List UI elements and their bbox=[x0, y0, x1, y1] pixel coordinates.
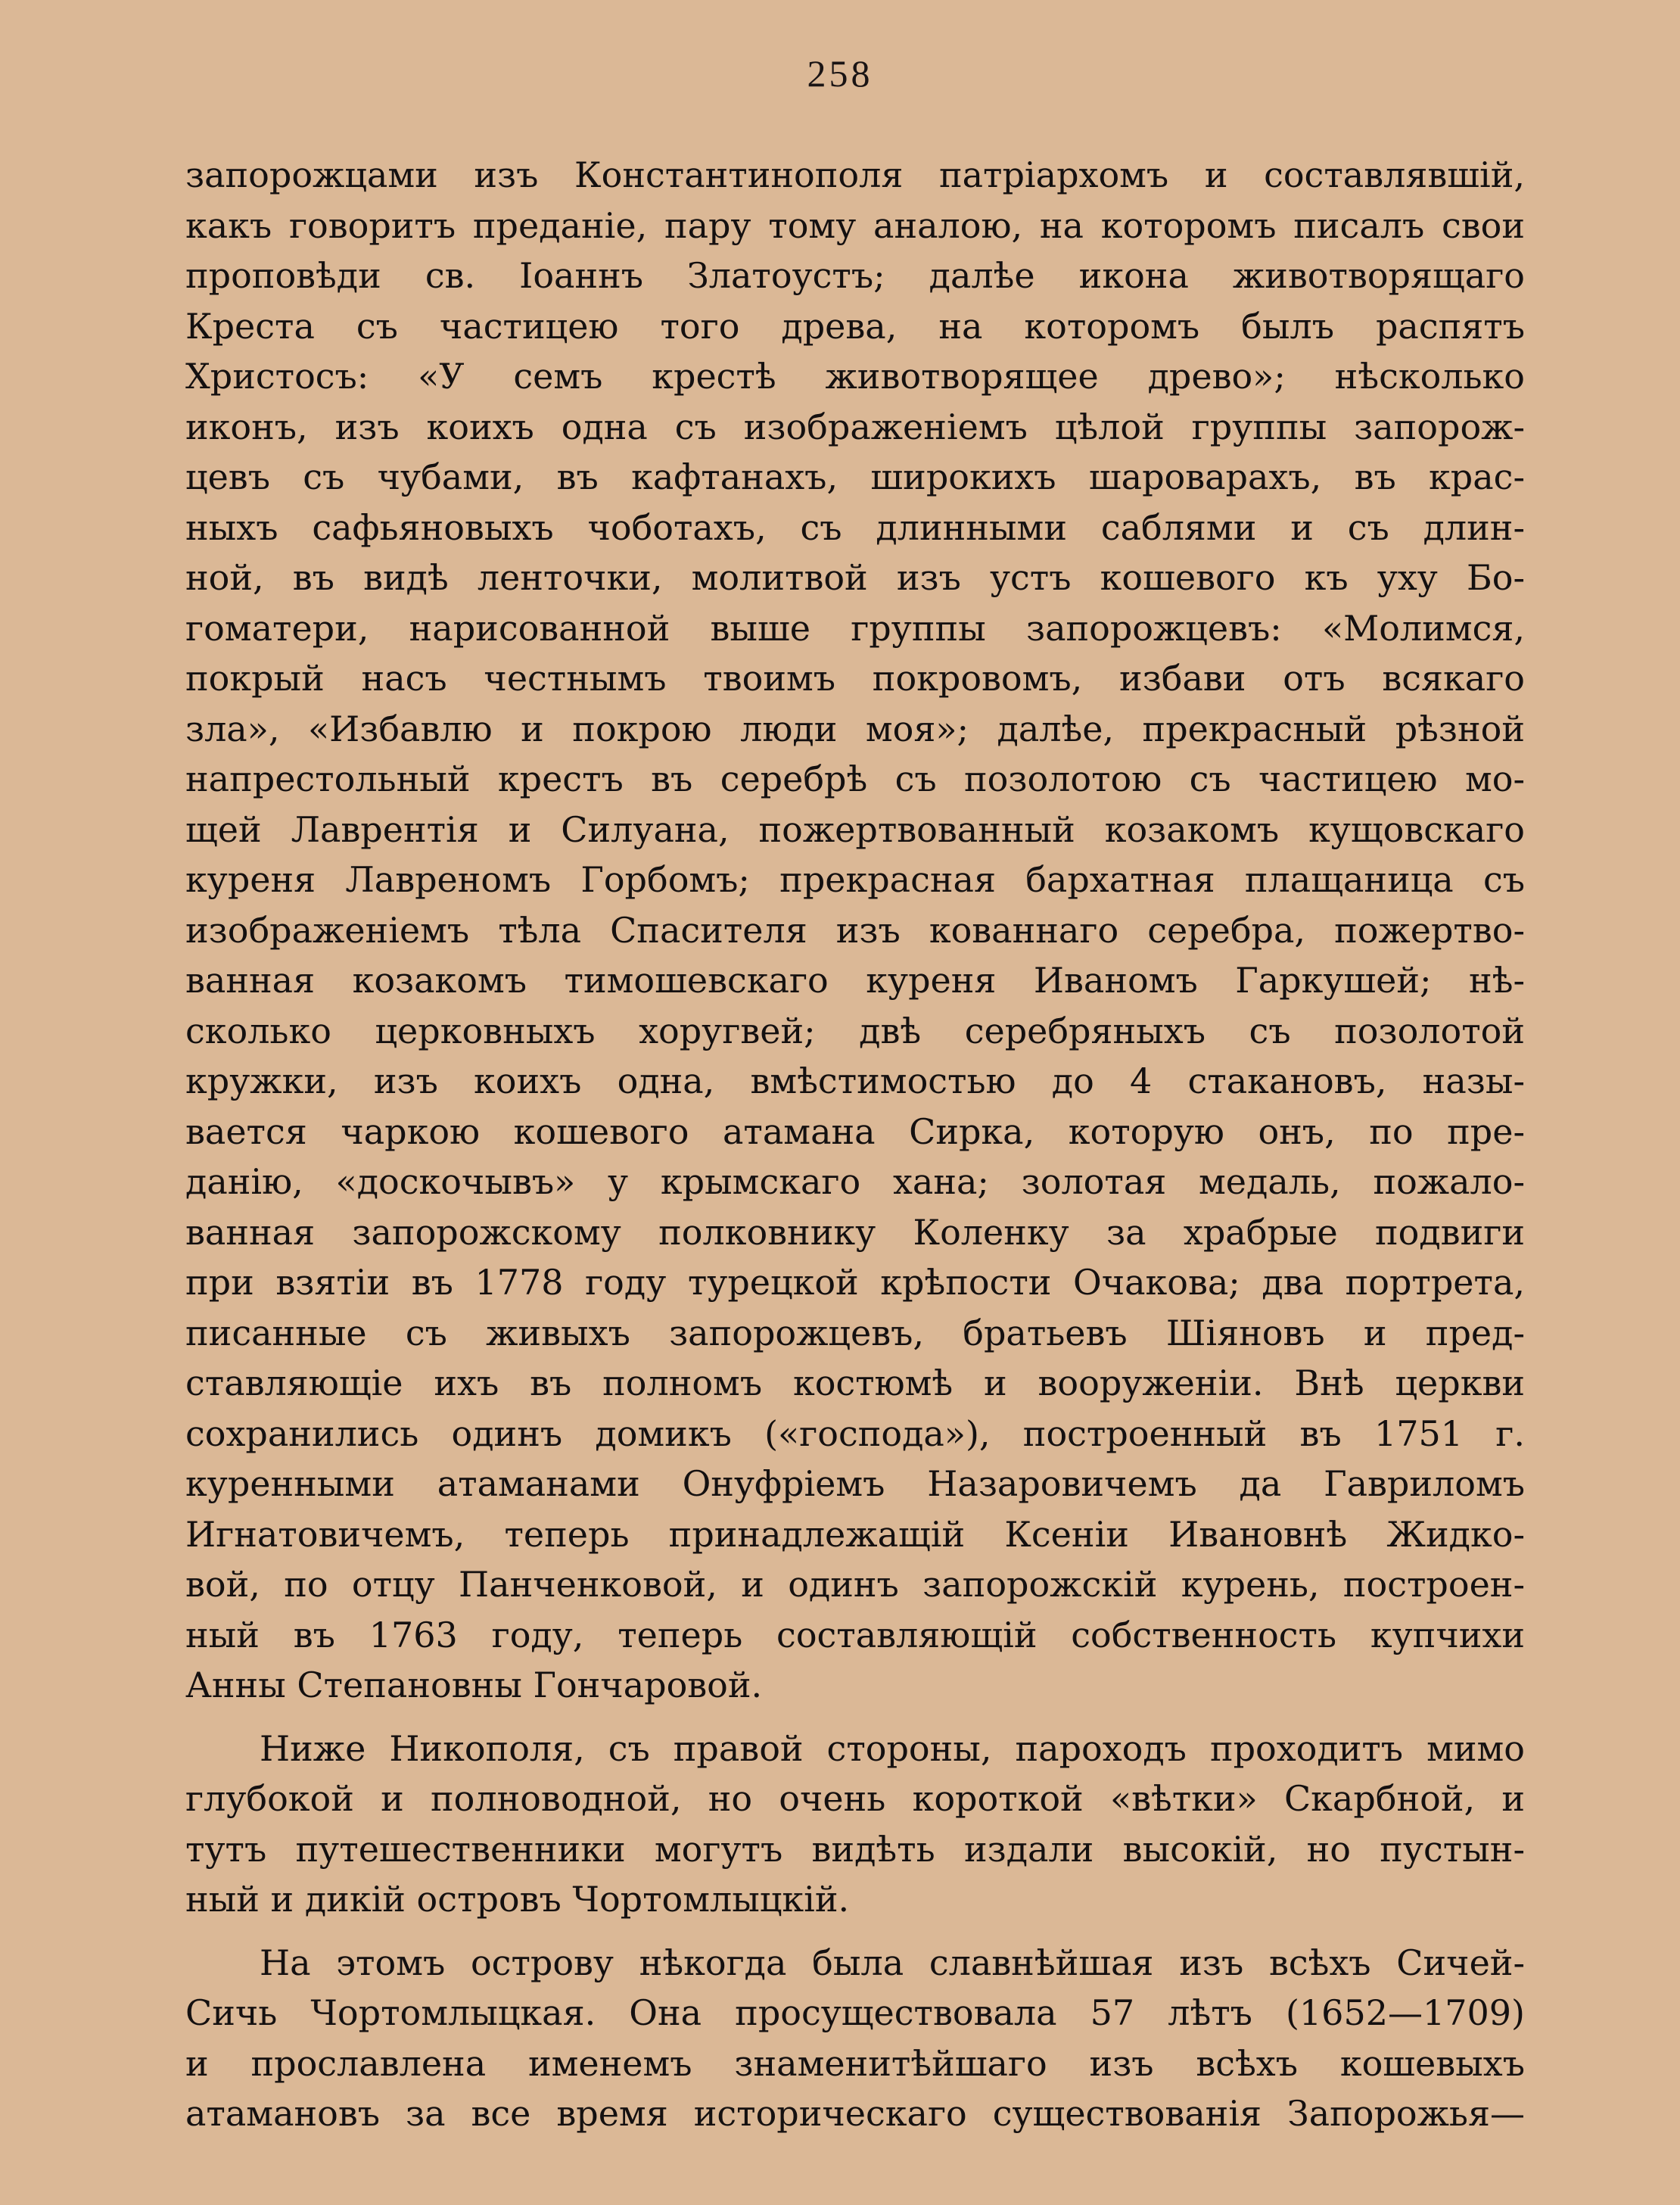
text-line: ный и дикій островъ Чортомлыцкій. bbox=[185, 1879, 850, 1920]
body-text bbox=[185, 150, 1525, 2139]
text-line: покрый насъ честнымъ твоимъ покровомъ, избави отъ всякаго bbox=[185, 658, 1525, 699]
text-line: сохранились одинъ домикъ («господа»), построенный въ 1751 г. bbox=[185, 1412, 1525, 1454]
text-line: ной, въ видѣ ленточки, молитвой изъ устъ кошевого къ уху Бо- bbox=[185, 557, 1525, 598]
text-line: ный въ 1763 году, теперь составляющій собственность купчихи bbox=[185, 1614, 1525, 1655]
text-line: вается чаркою кошевого атамана Сирка, которую онъ, по пре- bbox=[185, 1110, 1525, 1152]
text-line: вой, по отцу Панченковой, и одинъ запорожскій курень, построен- bbox=[185, 1564, 1525, 1605]
paragraph-gap bbox=[185, 1711, 1525, 1724]
text-line: напрестольный крестъ въ серебрѣ съ позолотою съ частицею мо- bbox=[185, 758, 1525, 799]
text-line: при взятіи въ 1778 году турецкой крѣпости Очакова; два портрета, bbox=[185, 1262, 1525, 1303]
text-line: тутъ путешественники могутъ видѣть издали высокій, но пустын- bbox=[185, 1828, 1525, 1870]
text-line: и прославлена именемъ знаменитѣйшаго изъ всѣхъ кошевыхъ bbox=[185, 2042, 1525, 2084]
text-line: куреня Лавреномъ Горбомъ; прекрасная бархатная плащаница съ bbox=[185, 859, 1525, 900]
text-line: цевъ съ чубами, въ кафтанахъ, широкихъ шароварахъ, въ крас- bbox=[185, 456, 1525, 497]
text-line: какъ говоритъ преданіе, пару тому аналою, на которомъ писалъ свои bbox=[185, 204, 1525, 246]
text-line: ванная козакомъ тимошевскаго куреня Иваномъ Гаркушей; нѣ- bbox=[185, 960, 1525, 1001]
text-line: ванная запорожскому полковнику Коленку за храбрые подвиги bbox=[185, 1211, 1525, 1253]
text-line: запорожцами изъ Константинополя патріархомъ и составлявшій, bbox=[185, 154, 1525, 195]
text-line: кружки, изъ коихъ одна, вмѣстимостью до 4 стакановъ, назы- bbox=[185, 1060, 1525, 1101]
text-line: щей Лаврентія и Силуана, пожертвованный козакомъ кущовскаго bbox=[185, 808, 1525, 850]
text-line: сколько церковныхъ хоругвей; двѣ серебряныхъ съ позолотой bbox=[185, 1010, 1525, 1051]
text-line: гоматери, нарисованной выше группы запорожцевъ: «Молимся, bbox=[185, 607, 1525, 649]
text-line: Христосъ: «У семъ крестѣ животворящее древо»; нѣсколько bbox=[185, 356, 1525, 397]
text-line: Сичь Чортомлыцкая. Она просуществовала 57 лѣтъ (1652—1709) bbox=[185, 1992, 1525, 2033]
text-line: Ниже Никополя, съ правой стороны, пароходъ проходитъ мимо bbox=[260, 1727, 1525, 1769]
text-line: Креста съ частицею того древа, на которомъ былъ распятъ bbox=[185, 305, 1525, 347]
text-line: ставляющіе ихъ въ полномъ костюмѣ и вооруженіи. Внѣ церкви bbox=[185, 1363, 1525, 1403]
text-line: глубокой и полноводной, но очень короткой «вѣтки» Скарбной, и bbox=[185, 1778, 1525, 1819]
text-line: куренными атаманами Онуфріемъ Назаровичемъ да Гавриломъ bbox=[185, 1463, 1525, 1504]
paragraph-1 bbox=[185, 150, 1525, 1711]
paragraph-gap bbox=[185, 1925, 1525, 1938]
text-line: На этомъ острову нѣкогда была славнѣйшая изъ всѣхъ Сичей- bbox=[260, 1942, 1525, 1983]
text-line: Анны Степановны Гончаровой. bbox=[185, 1665, 763, 1705]
text-line: изображеніемъ тѣла Спасителя изъ кованнаго серебра, пожертво- bbox=[185, 909, 1525, 951]
paragraph-3 bbox=[185, 1938, 1525, 2139]
page-number: 258 bbox=[807, 52, 873, 95]
text-line: атамановъ за все время историческаго существованія Запорожья— bbox=[185, 2093, 1525, 2134]
text-line: писанные съ живыхъ запорожцевъ, братьевъ Шіяновъ и пред- bbox=[185, 1312, 1525, 1353]
paragraph-2 bbox=[185, 1724, 1525, 1925]
text-line: данію, «доскочывъ» у крымскаго хана; золотая медаль, пожало- bbox=[185, 1161, 1525, 1202]
text-line: ныхъ сафьяновыхъ чоботахъ, съ длинными саблями и съ длин- bbox=[185, 506, 1525, 548]
text-line: зла», «Избавлю и покрою люди моя»; далѣе, прекрасный рѣзной bbox=[185, 708, 1525, 749]
text-line: Игнатовичемъ, теперь принадлежащій Ксеніи Ивановнѣ Жидко- bbox=[185, 1513, 1525, 1555]
text-line: иконъ, изъ коихъ одна съ изображеніемъ цѣлой группы запорож- bbox=[185, 406, 1525, 447]
text-line: проповѣди св. Іоаннъ Златоустъ; далѣе икона животворящаго bbox=[185, 255, 1525, 296]
